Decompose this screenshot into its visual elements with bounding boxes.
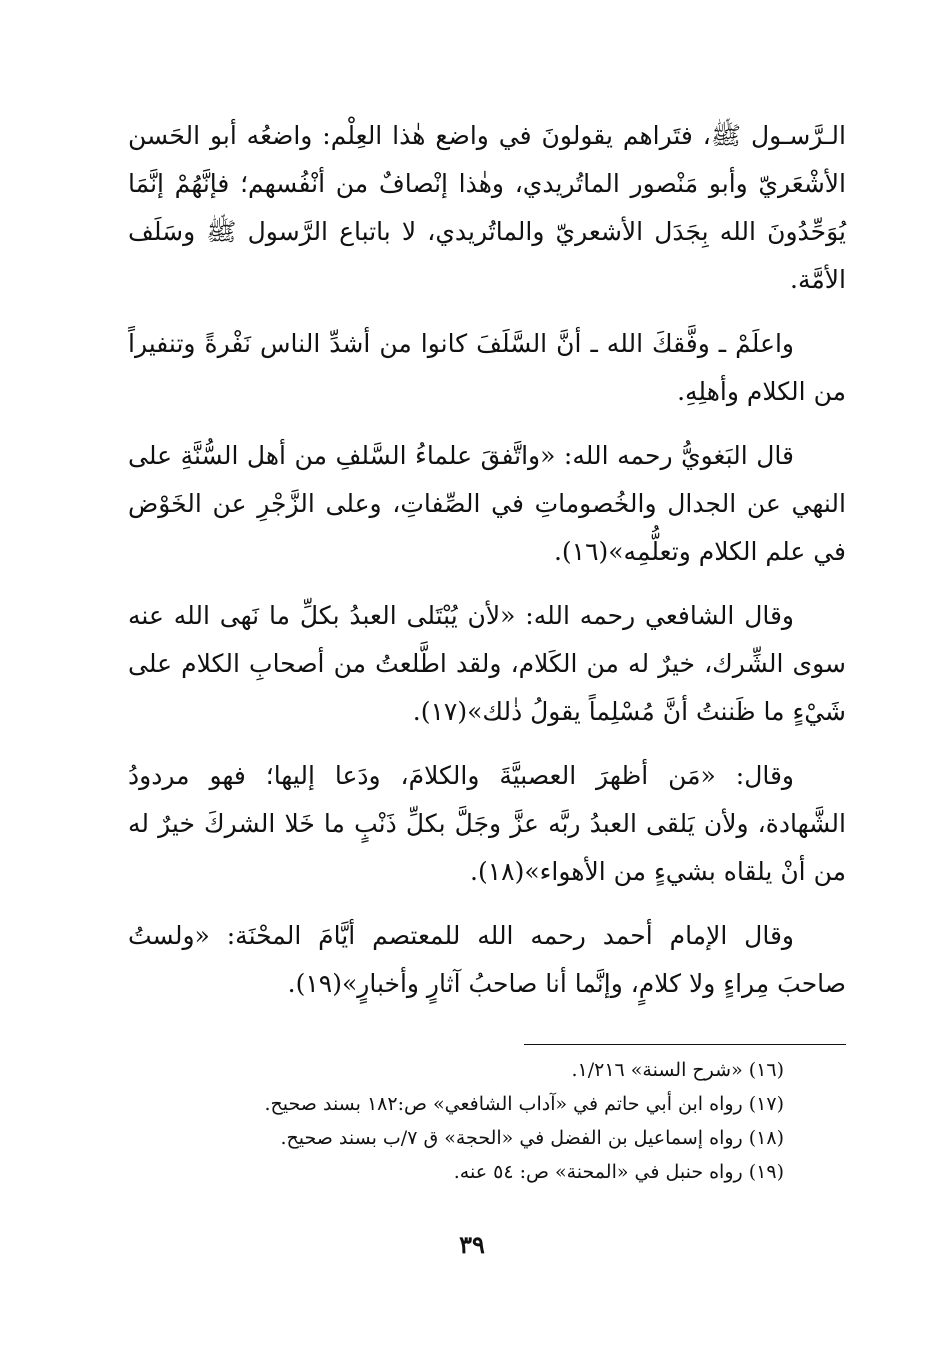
paragraph-1: الـرَّسـول ﷺ، فتَراهم يقولونَ في واضع هٰذا العِلْم: واضعُه أبو الحَسن الأشْعَريّ وأبو مَنْصور الماتُريدي، وهٰذا إنْصافٌ من أنْفُسهم؛ فإنَّهُمْ إنَّمَا يُوَحِّدُونَ الله بِجَدَل الأشعريّ والماتُريدي، لا باتباع الرَّسول ﷺ وسَلَف الأمَّة. (128, 121, 846, 294)
footnote-18: (١٨) رواه إسماعيل بن الفضل في «الحجة» ق ٧/ب بسند صحيح. (280, 1127, 784, 1149)
footnote-17: (١٧) رواه ابن أبي حاتم في «آداب الشافعي» ص:١٨٢ بسند صحيح. (264, 1093, 784, 1115)
paragraph-4: وقال الشافعي رحمه الله: «لأن يُبْتَلى العبدُ بكلِّ ما نَهى الله عنه سوى الشِّرك، خيرٌ له من الكَلام، ولقد اطَّلعتُ من أصحابِ الكلام على شَيْءٍ ما ظَننتُ أنَّ مُسْلِماً يقولُ ذٰلك»(١٧). (128, 601, 846, 726)
footnote-16: (١٦) «شرح السنة» ١/٢١٦. (571, 1059, 784, 1081)
page-number: ٣٩ (459, 1230, 485, 1259)
paragraph-5: وقال: «مَن أظهرَ العصبيَّةَ والكلامَ، ودَعا إليها؛ فهو مردودُ الشَّهادة، ولأن يَلقى العبدُ ربَّه عزَّ وجَلَّ بكلِّ ذَنْبٍ ما خَلا الشركَ خيرٌ له من أنْ يلقاه بشيءٍ من الأهواء»(١٨). (128, 761, 846, 886)
footnote-19: (١٩) رواه حنبل في «المحنة» ص: ٥٤ عنه. (453, 1161, 784, 1183)
footnote-divider (524, 1044, 846, 1045)
paragraph-2: واعلَمْ ـ وفَّقكَ الله ـ أنَّ السَّلَفَ كانوا من أشدِّ الناس نَفْرةً وتنفيراً من الكلام وأهلِهِ. (128, 329, 846, 406)
paragraph-6: وقال الإمام أحمد رحمه الله للمعتصم أيَّامَ المحْنَة: «ولستُ صاحبَ مِراءٍ ولا كلامٍ، وإنَّما أنا صاحبُ آثارٍ وأخبارٍ»(١٩). (128, 921, 846, 998)
footnotes (140, 1053, 784, 1189)
paragraph-3: قال البَغويُّ رحمه الله: «واتَّفقَ علماءُ السَّلفِ من أهل السُّنَّةِ على النهي عن الجدال والخُصوماتِ في الصِّفاتِ، وعلى الزَّجْرِ عن الخَوْض في علم الكلام وتعلُّمِه»(١٦). (128, 441, 846, 566)
body-text (128, 112, 846, 1024)
